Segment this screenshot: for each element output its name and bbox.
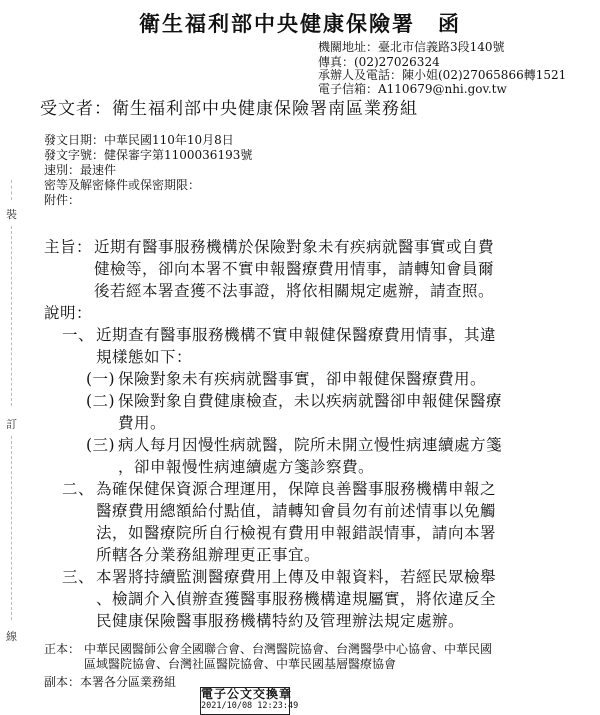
delivery-speed: 速別：最速件 xyxy=(44,163,117,177)
attachment: 附件： xyxy=(44,193,81,207)
subitem-line: 費用。 xyxy=(118,414,167,432)
item-line: 、檢調介入偵辦查獲醫事服務機構違規屬實，將依違反全 xyxy=(96,590,497,608)
issue-date: 發文日期：中華民國110年10月8日 xyxy=(44,133,234,147)
subitem-number: (一) xyxy=(86,370,116,388)
item-line: 為確保健保資源合理運用，保障良善醫事服務機構申報之 xyxy=(96,480,497,498)
subject-label: 主旨： xyxy=(44,238,93,256)
item-number: 二、 xyxy=(62,480,95,498)
item-line: 醫療費用總額給付點值，請轉知會員勿有前述情事以免觸 xyxy=(96,502,497,520)
subitem-line: 病人每月因慢性病就醫，院所未開立慢性病連續處方箋 xyxy=(118,436,503,454)
item-line: 民健康保險醫事服務機構特約及管理辦法規定處辦。 xyxy=(96,612,465,630)
subject-line: 後若經本署查獲不法事證，將依相關規定處辦，請查照。 xyxy=(94,282,495,300)
binding-dash xyxy=(11,226,13,406)
subject-line: 健檢等，卻向本署不實申報醫療費用情事，請轉知會員爾 xyxy=(94,260,495,278)
security-level: 密等及解密條件或保密期限： xyxy=(44,178,201,192)
agency-email: 電子信箱：A110679@nhi.gov.tw xyxy=(318,82,507,96)
recipient-main: 區域醫院協會、台灣社區醫院協會、中華民國基層醫療協會 xyxy=(84,657,397,671)
recipient-main-label: 正本： xyxy=(44,642,81,656)
recipient: 受文者：衛生福利部中央健康保險署南區業務組 xyxy=(40,99,418,119)
stamp-title: 電子公文交換章 xyxy=(201,687,293,701)
item-number: 三、 xyxy=(62,568,95,586)
item-line: 規樣態如下： xyxy=(96,348,193,366)
recipient-copy: 副本：本署各分區業務組 xyxy=(44,675,177,689)
agency-contact: 承辦人及電話：陳小姐(02)27065866轉1521 xyxy=(318,68,567,82)
subitem-line: 保險對象未有疾病就醫事實，卻申報健保醫療費用。 xyxy=(118,370,487,388)
explanation-label: 說明： xyxy=(44,304,93,322)
stamp-datetime: 2021/10/08 12:23:49 xyxy=(201,701,299,711)
subitem-line: 保險對象自費健康檢查，未以疾病就醫卻申報健保醫療 xyxy=(118,392,503,410)
binding-dash xyxy=(11,436,13,620)
item-line: 所轄各分業務組辦理更正事宜。 xyxy=(96,546,321,564)
document-title: 衛生福利部中央健康保險署 函 xyxy=(139,11,461,36)
agency-fax: 傳真：(02)27026324 xyxy=(318,55,440,69)
binding-mark-middle: 訂 xyxy=(6,418,17,431)
agency-address: 機關地址：臺北市信義路3段140號 xyxy=(318,40,505,54)
binding-dash xyxy=(11,180,13,200)
item-number: 一、 xyxy=(62,326,95,344)
subitem-number: (三) xyxy=(86,436,116,454)
item-line: 法，如醫療院所自行檢視有費用申報錯誤情事，請向本署 xyxy=(96,524,497,542)
item-line: 近期查有醫事服務機構不實申報健保醫療費用情事，其違 xyxy=(96,326,497,344)
document-number: 發文字號：健保審字第1100036193號 xyxy=(44,148,253,162)
exchange-stamp xyxy=(200,687,299,715)
item-line: 本署將持續監測醫療費用上傳及申報資料，若經民眾檢舉 xyxy=(96,568,497,586)
subitem-number: (二) xyxy=(86,392,116,410)
subject-line: 近期有醫事服務機構於保險對象未有疾病就醫事實或自費 xyxy=(94,238,495,256)
binding-mark-top: 裝 xyxy=(6,208,17,221)
recipient-main: 中華民國醫師公會全國聯合會、台灣醫院協會、台灣醫學中心協會、中華民國 xyxy=(84,642,493,656)
binding-mark-bottom: 線 xyxy=(6,630,17,643)
subitem-line: ，卻申報慢性病連續處方箋診察費。 xyxy=(118,458,375,476)
